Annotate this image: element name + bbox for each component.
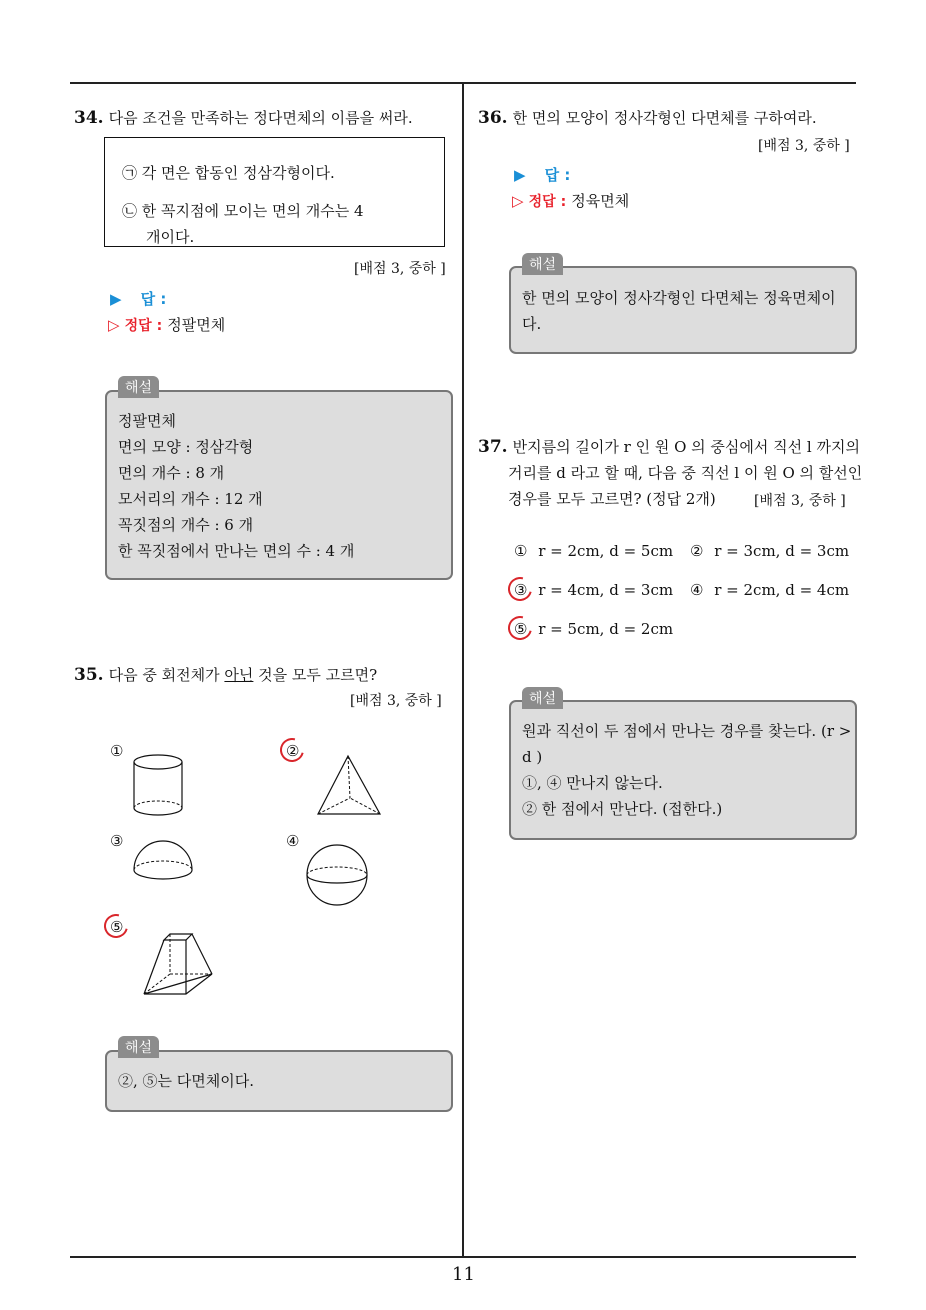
solution-line: 정팔면체 [118,412,176,430]
option-text: r = 3cm, d = 3cm [714,542,850,560]
correct-row [108,314,225,335]
score-meta: [배점 3, 중하 ] [758,138,850,154]
cylinder-shape [126,752,190,822]
answer-row [514,164,570,185]
option-label-1: ① [110,742,124,760]
correct-row [512,190,629,211]
option-2 [690,538,849,564]
option-label-5: ⑤ [110,918,124,936]
sphere-shape [304,842,370,908]
score-meta: [배점 3, 중하 ] [350,693,442,709]
option-label-2: ② [286,742,300,760]
solution-line: 한 면의 모양이 정사각형인 다면체는 정육면체이 [522,289,836,307]
answer-label: 답 : [140,290,167,308]
question-text: 다음 중 회전체가 [108,666,225,684]
option-label: ② [690,542,704,560]
solution-line: 다. [522,315,542,333]
triangle-outline-icon: ▷ [512,192,524,210]
solution-line: 면의 개수 : 8 개 [118,464,225,482]
question-text: 반지름의 길이가 r 인 원 O 의 중심에서 직선 l 까지의 [512,438,860,456]
question-number: 36. [478,108,508,128]
solution-tag: 해설 [118,1036,159,1058]
solution-line: 원과 직선이 두 점에서 만나는 경우를 찾는다. (r > [522,722,852,740]
selection-circle-mark [276,734,309,767]
question-text-underlined: 아닌 [224,666,254,684]
solution-tag: 해설 [522,687,563,709]
solution-line: 모서리의 개수 : 12 개 [118,490,263,508]
question-number: 35. [74,665,104,685]
solution-tag: 해설 [118,376,159,398]
option-text: r = 2cm, d = 5cm [538,542,674,560]
solution-line: ②, ⑤는 다면체이다. [118,1072,255,1090]
condition-2: ㉡ 한 꼭지점에 모이는 면의 개수는 4 [122,202,364,220]
question-number: 37. [478,437,508,457]
score-meta: [배점 3, 중하 ] [354,261,446,277]
question-37 [478,436,860,457]
play-icon: ▶ [514,166,526,184]
solution-line: 한 꼭짓점에서 만나는 면의 수 : 4 개 [118,542,355,560]
selection-circle-mark [100,910,133,943]
triangular-pyramid-shape [314,752,384,820]
hemisphere-shape [128,838,198,890]
solution-line: 면의 모양 : 정삼각형 [118,438,254,456]
condition-1: ㉠ 각 면은 합동인 정삼각형이다. [122,164,335,182]
question-text-line-2: 거리를 d 라고 할 때, 다음 중 직선 l 이 원 O 의 할선인 [508,464,863,482]
option-5 [514,616,673,642]
option-label-3: ③ [110,832,124,850]
condition-2-cont: 개이다. [146,228,195,246]
solution-line: 꼭짓점의 개수 : 6 개 [118,516,254,534]
solution-line: ② 한 점에서 만난다. (접한다.) [522,800,723,818]
answer-row [110,288,166,309]
question-text-line-3: 경우를 모두 고르면? (정답 2개) [508,490,716,508]
question-36 [478,107,817,128]
option-label: ④ [690,581,704,599]
question-text: 한 면의 모양이 정사각형인 다면체를 구하여라. [512,109,817,127]
frustum-shape [140,928,216,1000]
question-number: 34. [74,108,104,128]
solution-tag: 해설 [522,253,563,275]
option-label: ⑤ [514,620,528,638]
option-4 [690,577,849,603]
option-text: r = 2cm, d = 4cm [714,581,850,599]
correct-label: 정답 : [528,194,567,210]
page-number: 11 [452,1264,475,1285]
triangle-outline-icon: ▷ [108,316,120,334]
question-text: 다음 조건을 만족하는 정다면체의 이름을 써라. [108,109,413,127]
correct-value: 정팔면체 [167,316,226,334]
option-1 [514,538,673,564]
solution-line: ①, ④ 만나지 않는다. [522,774,663,792]
column-divider [462,84,464,1258]
bottom-rule [70,1256,856,1258]
play-icon: ▶ [110,290,122,308]
question-34 [74,107,413,128]
option-label: ① [514,542,528,560]
score-meta: [배점 3, 중하 ] [754,493,846,509]
answer-label: 답 : [544,166,571,184]
correct-label: 정답 : [124,318,163,334]
question-text-end: 것을 모두 고르면? [253,666,378,684]
solution-line: d ) [522,748,543,766]
option-label-4: ④ [286,832,300,850]
option-3 [514,577,673,603]
question-35 [74,664,377,685]
option-text: r = 5cm, d = 2cm [538,620,674,638]
correct-value: 정육면체 [571,192,630,210]
option-text: r = 4cm, d = 3cm [538,581,674,599]
option-label: ③ [514,581,528,599]
